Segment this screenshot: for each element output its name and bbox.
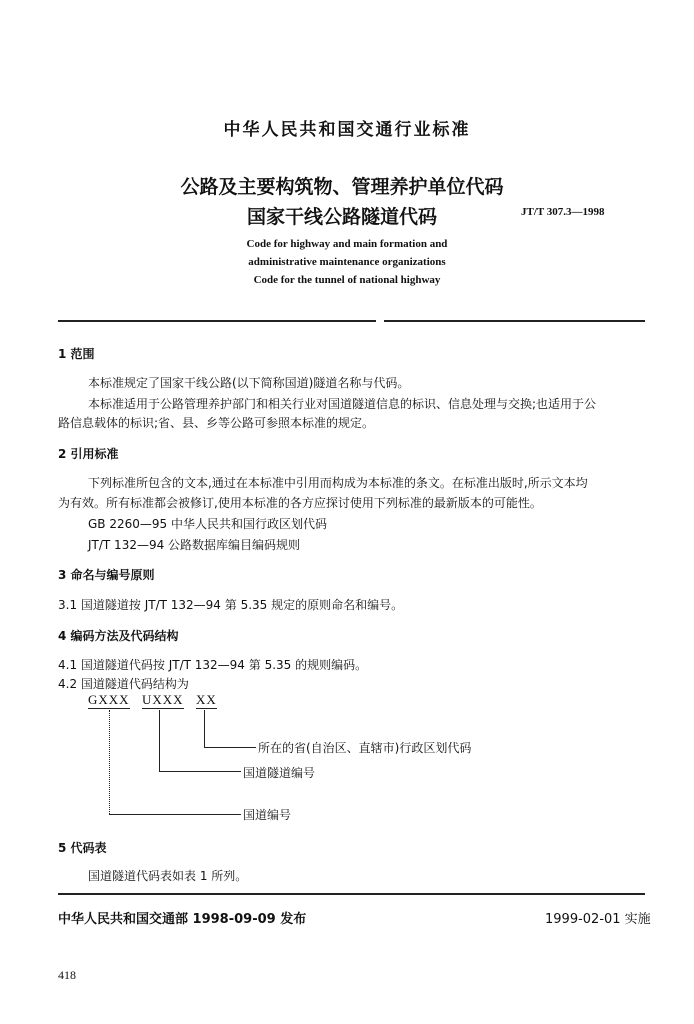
english-title-line3: Code for the tunnel of national highway <box>253 274 441 286</box>
connector-region-horizontal <box>204 747 256 748</box>
section-1-paragraph: 路信息载体的标识;省、县、乡等公路可参照本标准的规定。 <box>58 416 375 430</box>
section-4-heading: 4 编码方法及代码结构 <box>58 629 179 643</box>
header-rule-left <box>58 320 376 322</box>
section-2-paragraph: 下列标准所包含的文本,通过在本标准中引用而构成为本标准的条文。在标准出版时,所示文本均 <box>88 476 588 490</box>
section-1-paragraph: 本标准规定了国家干线公路(以下简称国道)隧道名称与代码。 <box>88 376 410 390</box>
section-2-paragraph: 为有效。所有标准都会被修订,使用本标准的各方应探讨使用下列标准的最新版本的可能性。 <box>58 496 542 510</box>
issue-statement: 中华人民共和国交通部 1998-09-09 发布 <box>58 912 307 927</box>
label-tunnel-number: 国道隧道编号 <box>243 766 316 780</box>
section-1-paragraph: 本标准适用于公路管理养护部门和相关行业对国道隧道信息的标识、信息处理与交换;也适用于公 <box>88 397 597 411</box>
industry-standard-title: 中华人民共和国交通行业标准 <box>223 120 471 140</box>
implementation-date: 1999-02-01 实施 <box>545 912 651 927</box>
section-3-heading: 3 命名与编号原则 <box>58 568 155 582</box>
connector-tunnel-vertical <box>159 710 160 772</box>
label-region-code: 所在的省(自治区、直辖市)行政区划代码 <box>258 741 472 755</box>
section-5-heading: 5 代码表 <box>58 841 107 855</box>
connector-region-vertical <box>204 710 205 748</box>
label-route-number: 国道编号 <box>243 808 292 822</box>
english-title-line2: administrative maintenance organizations <box>248 256 446 268</box>
reference-standard: JT/T 132—94 公路数据库编目编码规则 <box>88 538 301 552</box>
header-rule-right <box>384 320 645 322</box>
code-segment-region: XX <box>196 692 217 707</box>
reference-standard: GB 2260—95 中华人民共和国行政区划代码 <box>88 517 327 531</box>
footer-rule <box>58 893 645 895</box>
connector-tunnel-horizontal <box>159 771 241 772</box>
code-segment-route: GXXX <box>88 692 130 707</box>
english-title-line1: Code for highway and main formation and <box>246 238 448 250</box>
connector-route-vertical <box>109 710 110 814</box>
clause-3-1: 3.1 国道隧道按 JT/T 132—94 第 5.35 规定的原则命名和编号。 <box>58 598 404 612</box>
section-1-heading: 1 范围 <box>58 347 95 361</box>
standard-code: JT/T 307.3—1998 <box>521 206 605 218</box>
section-2-heading: 2 引用标准 <box>58 447 119 461</box>
clause-4-1: 4.1 国道隧道代码按 JT/T 132—94 第 5.35 的规则编码。 <box>58 658 368 672</box>
section-5-paragraph: 国道隧道代码表如表 1 所列。 <box>88 869 248 883</box>
connector-route-horizontal <box>109 814 241 815</box>
standard-title-line1: 公路及主要构筑物、管理养护单位代码 <box>180 176 504 198</box>
clause-4-2: 4.2 国道隧道代码结构为 <box>58 677 189 691</box>
standard-title-line2: 国家干线公路隧道代码 <box>246 206 437 228</box>
code-segment-tunnel: UXXX <box>142 692 184 707</box>
page-number: 418 <box>58 968 76 982</box>
